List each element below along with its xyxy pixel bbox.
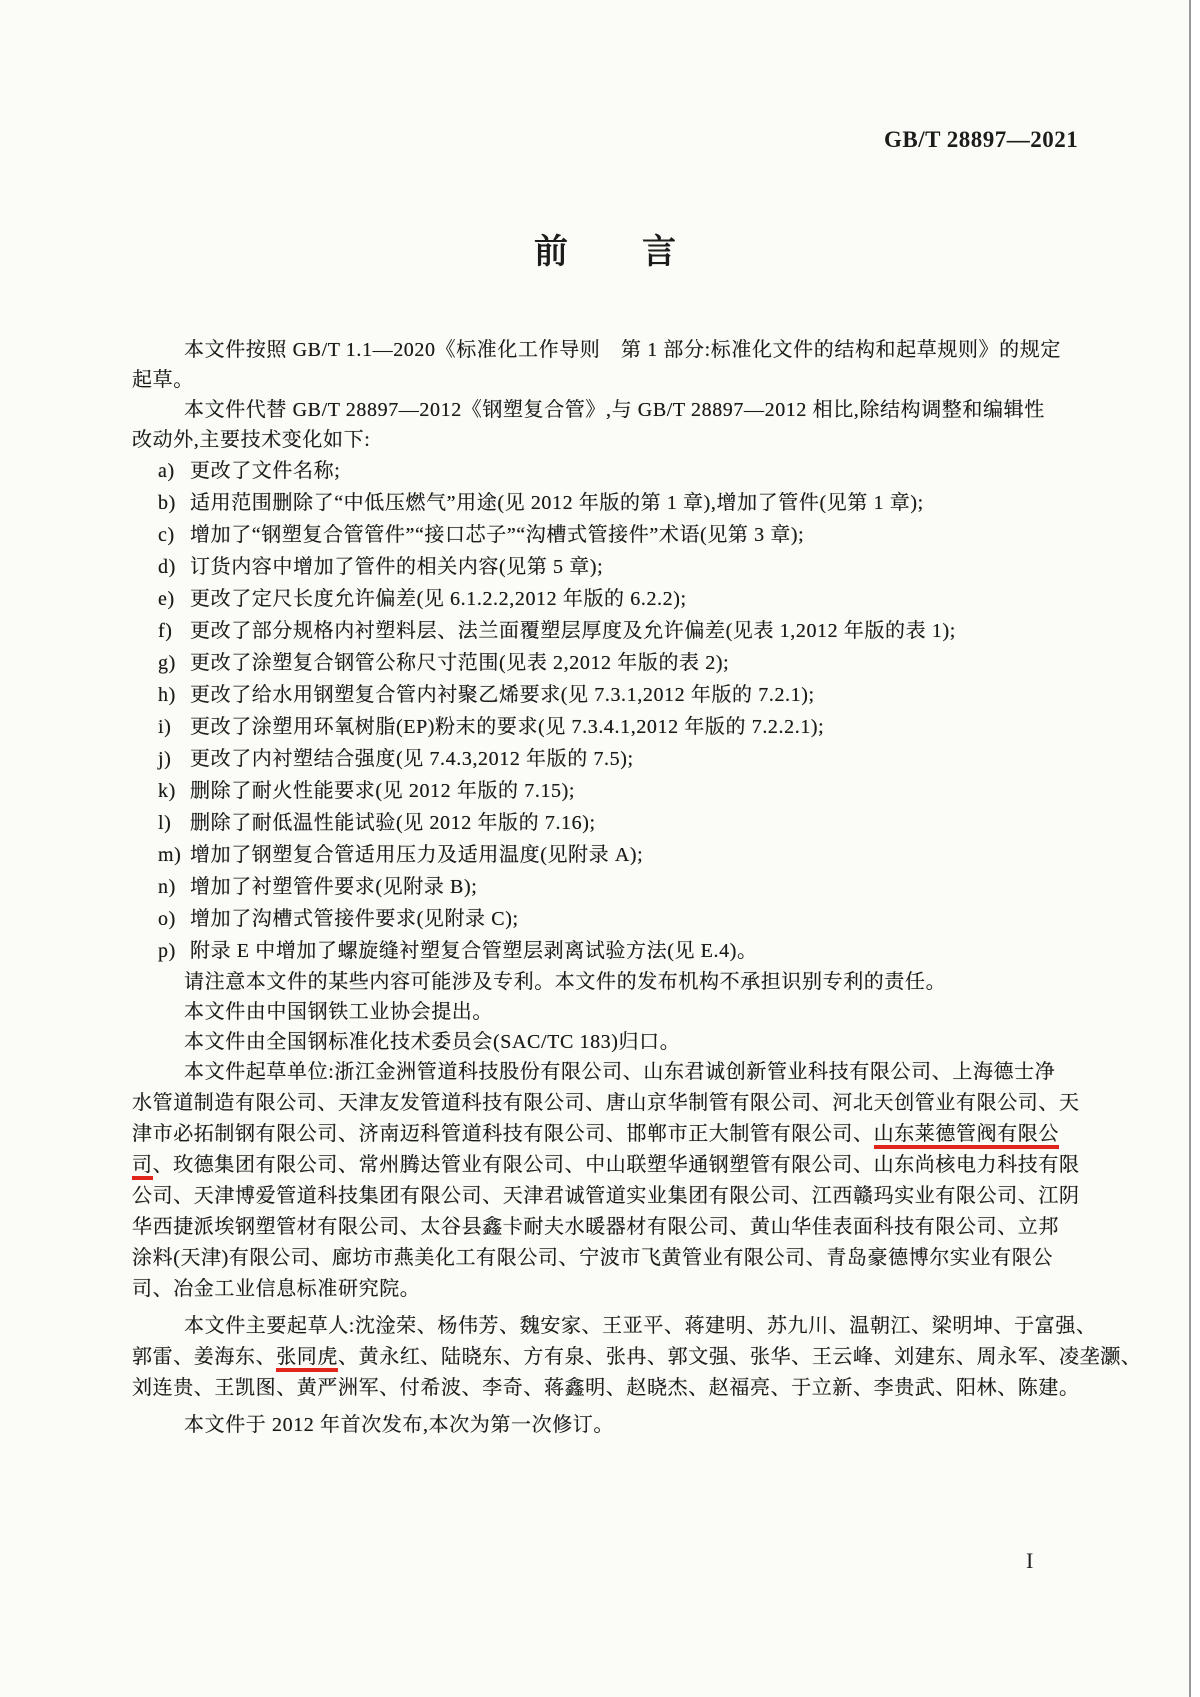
list-item-text: 增加了衬塑管件要求(见附录 B); bbox=[190, 876, 478, 898]
text-line bbox=[132, 1373, 1080, 1404]
text-segment: 华西捷派埃钢塑管材有限公司、太谷县鑫卡耐夫水暖器材有限公司、黄山华佳表面科技有限公司、立邦 bbox=[132, 1216, 1059, 1238]
text-segment: 请注意本文件的某些内容可能涉及专利。本文件的发布机构不承担识别专利的责任。 bbox=[184, 971, 947, 993]
list-item bbox=[132, 551, 1080, 583]
page-number: I bbox=[1026, 1548, 1034, 1573]
text-line bbox=[132, 1212, 1080, 1243]
text-line bbox=[132, 365, 1080, 395]
list-item-text: 更改了部分规格内衬塑料层、法兰面覆塑层厚度及允许偏差(见表 1,2012 年版的表 1); bbox=[190, 620, 956, 642]
text-line bbox=[132, 1181, 1080, 1212]
list-item bbox=[132, 839, 1080, 871]
list-item-text: 增加了“钢塑复合管管件”“接口芯子”“沟槽式管接件”术语(见第 3 章); bbox=[190, 524, 805, 546]
list-marker: l) bbox=[158, 812, 172, 834]
list-marker: a) bbox=[158, 460, 175, 482]
list-item bbox=[132, 935, 1080, 967]
text-segment: 水管道制造有限公司、天津友发管道科技有限公司、唐山京华制管有限公司、河北天创管业有限公司、天 bbox=[132, 1092, 1080, 1114]
scan-edge-strip bbox=[1191, 0, 1200, 1697]
list-item-text: 适用范围删除了“中低压燃气”用途(见 2012 年版的第 1 章),增加了管件(见第 1 章); bbox=[190, 492, 924, 514]
text-line bbox=[132, 1119, 1080, 1150]
list-item bbox=[132, 455, 1080, 487]
list-marker: k) bbox=[158, 780, 176, 802]
list-marker: h) bbox=[158, 684, 176, 706]
list-item bbox=[132, 807, 1080, 839]
intro-paragraph-2 bbox=[132, 395, 1080, 455]
list-item-text: 更改了涂塑用环氧树脂(EP)粉末的要求(见 7.3.4.1,2012 年版的 7.2.2.1); bbox=[190, 716, 825, 738]
text-segment: 本文件于 2012 年首次发布,本次为第一次修订。 bbox=[184, 1414, 614, 1436]
text-line bbox=[132, 1274, 1080, 1305]
red-underlined-text: 山东莱德管阀有限公 bbox=[874, 1123, 1059, 1149]
list-marker: o) bbox=[158, 908, 176, 930]
text-segment: 、玫德集团有限公司、常州腾达管业有限公司、中山联塑华通钢塑管有限公司、山东尚核电力科技有限 bbox=[152, 1154, 1080, 1176]
standard-number: GB/T 28897—2021 bbox=[884, 127, 1079, 152]
text-line bbox=[132, 335, 1080, 365]
list-marker: n) bbox=[158, 876, 176, 898]
committee-paragraph bbox=[132, 1027, 1080, 1057]
text-segment: 本文件按照 GB/T 1.1—2020《标准化工作导则 第 1 部分:标准化文件的结构和起草规则》的规定 bbox=[184, 339, 1061, 361]
text-line bbox=[132, 1057, 1080, 1088]
list-item bbox=[132, 487, 1080, 519]
list-item-text: 增加了钢塑复合管适用压力及适用温度(见附录 A); bbox=[190, 844, 644, 866]
proposer-paragraph bbox=[132, 997, 1080, 1027]
text-line bbox=[132, 1027, 1080, 1057]
list-marker: j) bbox=[158, 748, 172, 770]
text-line bbox=[132, 1088, 1080, 1119]
list-marker: m) bbox=[158, 844, 182, 866]
list-item bbox=[132, 903, 1080, 935]
list-item bbox=[132, 615, 1080, 647]
list-item-text: 更改了文件名称; bbox=[190, 460, 341, 482]
text-segment: 本文件代替 GB/T 28897—2012《钢塑复合管》,与 GB/T 28897—2012 相比,除结构调整和编辑性 bbox=[184, 399, 1045, 421]
list-item-text: 删除了耐低温性能试验(见 2012 年版的 7.16); bbox=[190, 812, 596, 834]
list-item-text: 更改了定尺长度允许偏差(见 6.1.2.2,2012 年版的 6.2.2); bbox=[190, 588, 687, 610]
list-item-text: 删除了耐火性能要求(见 2012 年版的 7.15); bbox=[190, 780, 576, 802]
list-marker: d) bbox=[158, 556, 176, 578]
red-underlined-text: 司 bbox=[132, 1154, 153, 1180]
text-segment: 本文件起草单位:浙江金洲管道科技股份有限公司、山东君诚创新管业科技有限公司、上海德士净 bbox=[184, 1061, 1056, 1083]
history-paragraph bbox=[132, 1410, 1080, 1440]
text-line bbox=[132, 1342, 1142, 1373]
list-item bbox=[132, 583, 1080, 615]
text-line bbox=[132, 1311, 1097, 1342]
intro-paragraph-1 bbox=[132, 335, 1080, 395]
text-line bbox=[132, 967, 1080, 997]
red-underlined-text: 张同虎 bbox=[276, 1346, 338, 1372]
text-segment: 、黄永红、陆晓东、方有泉、张冉、郭文强、张华、王云峰、刘建东、周永军、凌垄灏、 bbox=[338, 1346, 1142, 1368]
list-marker: e) bbox=[158, 588, 175, 610]
patent-notice-paragraph bbox=[132, 967, 1080, 997]
list-item-text: 增加了沟槽式管接件要求(见附录 C); bbox=[190, 908, 519, 930]
list-marker: p) bbox=[158, 940, 176, 962]
text-segment: 郭雷、姜海东、 bbox=[132, 1346, 277, 1368]
text-line bbox=[132, 1150, 1080, 1181]
changes-list bbox=[132, 455, 1080, 967]
text-segment: 司、冶金工业信息标准研究院。 bbox=[132, 1278, 421, 1300]
text-segment: 本文件由全国钢标准化技术委员会(SAC/TC 183)归口。 bbox=[184, 1031, 681, 1053]
list-marker: i) bbox=[158, 716, 172, 738]
text-segment: 改动外,主要技术变化如下: bbox=[132, 429, 371, 451]
list-marker: f) bbox=[158, 620, 173, 642]
text-line bbox=[132, 425, 1080, 455]
list-item-text: 更改了涂塑复合钢管公称尺寸范围(见表 2,2012 年版的表 2); bbox=[190, 652, 730, 674]
list-item bbox=[132, 775, 1080, 807]
text-segment: 起草。 bbox=[132, 369, 194, 391]
text-segment: 公司、天津博爱管道科技集团有限公司、天津君诚管道实业集团有限公司、江西赣玛实业有限公司、江阴 bbox=[132, 1185, 1080, 1207]
text-segment: 本文件由中国钢铁工业协会提出。 bbox=[184, 1001, 493, 1023]
text-line bbox=[132, 1410, 1080, 1440]
list-marker: c) bbox=[158, 524, 175, 546]
list-marker: g) bbox=[158, 652, 176, 674]
list-item-text: 更改了给水用钢塑复合管内衬聚乙烯要求(见 7.3.1,2012 年版的 7.2.1); bbox=[190, 684, 815, 706]
list-item-text: 附录 E 中增加了螺旋缝衬塑复合管塑层剥离试验方法(见 E.4)。 bbox=[190, 940, 758, 962]
list-item-text: 更改了内衬塑结合强度(见 7.4.3,2012 年版的 7.5); bbox=[190, 748, 634, 770]
list-marker: b) bbox=[158, 492, 176, 514]
drafting-units-paragraph bbox=[132, 1057, 1080, 1305]
list-item bbox=[132, 519, 1080, 551]
text-segment: 刘连贵、王凯图、黄严洲军、付希波、李奇、蒋鑫明、赵晓杰、赵福亮、于立新、李贵武、阳林、陈建。 bbox=[132, 1377, 1080, 1399]
text-line bbox=[132, 1243, 1080, 1274]
text-segment: 津市必拓制钢有限公司、济南迈科管道科技有限公司、邯郸市正大制管有限公司、 bbox=[132, 1123, 874, 1145]
list-item bbox=[132, 679, 1080, 711]
text-segment: 本文件主要起草人:沈淦荣、杨伟芳、魏安家、王亚平、蒋建明、苏九川、温朝江、梁明坤、于富强、 bbox=[184, 1315, 1097, 1337]
list-item-text: 订货内容中增加了管件的相关内容(见第 5 章); bbox=[190, 556, 604, 578]
text-segment: 涂料(天津)有限公司、廊坊市燕美化工有限公司、宁波市飞黄管业有限公司、青岛豪德博尔实业有限公 bbox=[132, 1247, 1053, 1269]
list-item bbox=[132, 647, 1080, 679]
text-line bbox=[132, 395, 1080, 425]
list-item bbox=[132, 743, 1080, 775]
body-column bbox=[132, 335, 1142, 1440]
list-item bbox=[132, 711, 1080, 743]
list-item bbox=[132, 871, 1080, 903]
page-title: 前 言 bbox=[534, 234, 678, 271]
drafters-paragraph bbox=[132, 1311, 1142, 1404]
text-line bbox=[132, 997, 1080, 1027]
